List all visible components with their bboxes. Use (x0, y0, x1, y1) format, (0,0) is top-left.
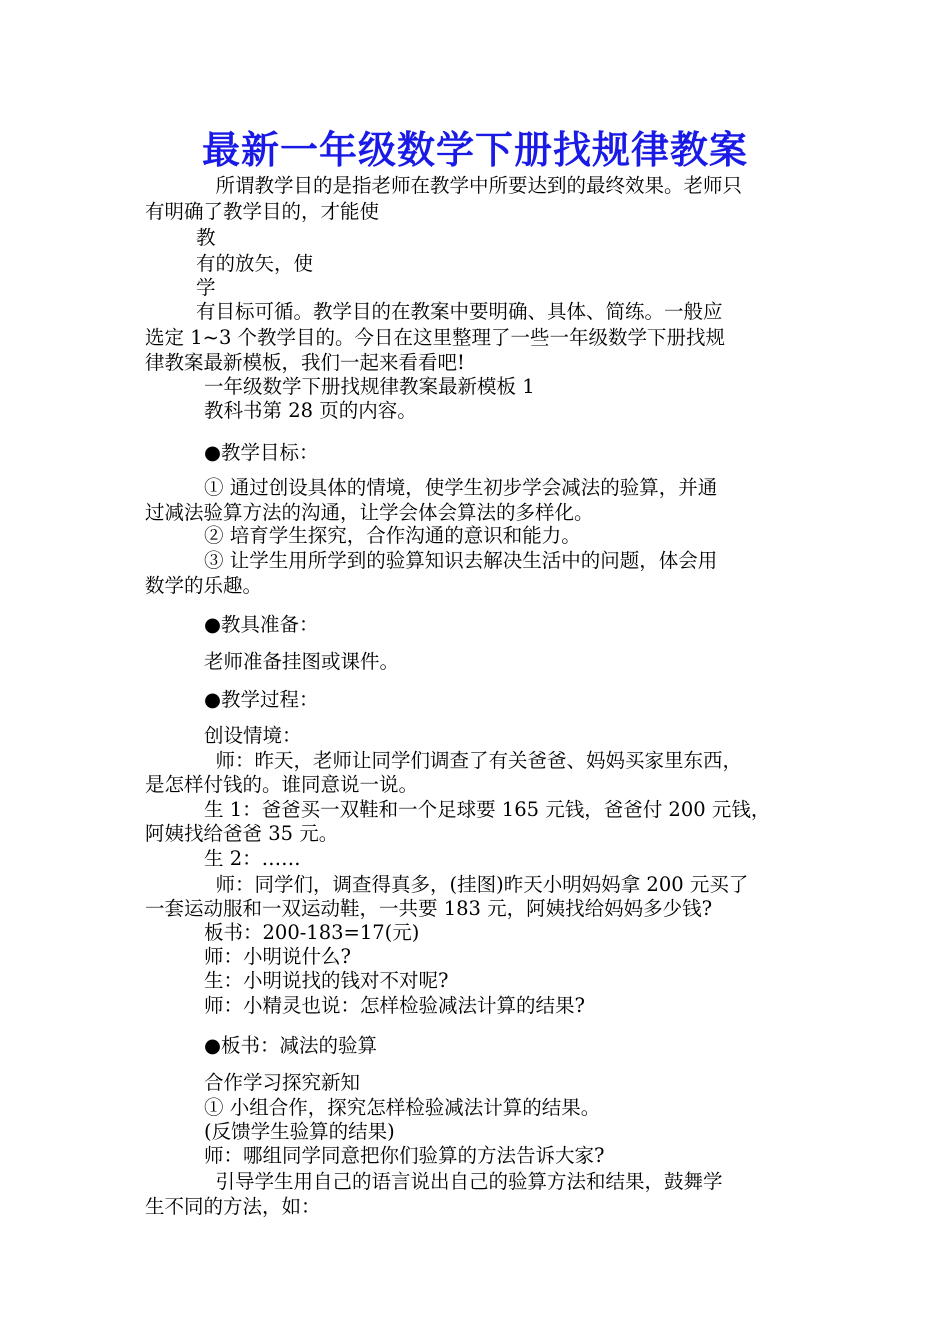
paragraph-line: 生 1：爸爸买一双鞋和一个足球要 165 元钱，爸爸付 200 元钱， (204, 798, 771, 821)
paragraph-line: ① 小组合作，探究怎样检验减法计算的结果。 (204, 1096, 601, 1119)
paragraph-line: 有目标可循。教学目的在教案中要明确、具体、简练。一般应 (196, 300, 723, 323)
paragraph-line: (反馈学生验算的结果) (204, 1120, 395, 1143)
paragraph-line: 有的放矢，使 (196, 252, 314, 275)
paragraph-line: 教科书第 28 页的内容。 (204, 399, 417, 422)
paragraph-line: 师：小明说什么? (204, 945, 351, 968)
paragraph-line: 生 2：…… (204, 847, 301, 870)
paragraph-line: ●教学过程： (204, 688, 319, 711)
paragraph-line: 教 (196, 226, 216, 249)
paragraph-line: 一年级数学下册找规律教案最新模板 1 (204, 375, 535, 398)
paragraph-line: 律教案最新模板，我们一起来看看吧! (145, 351, 465, 374)
paragraph-line: 是怎样付钱的。谁同意说一说。 (145, 773, 419, 796)
paragraph-line: ●教具准备： (204, 613, 319, 636)
paragraph-line: 合作学习探究新知 (204, 1071, 361, 1094)
document-title: 最新一年级数学下册找规律教案 (201, 128, 748, 172)
paragraph-line: 师：小精灵也说：怎样检验减法计算的结果? (204, 994, 585, 1017)
paragraph-line: ●教学目标： (204, 441, 319, 464)
paragraph-line: ② 培育学生探究，合作沟通的意识和能力。 (204, 524, 581, 547)
paragraph-line: 创设情境： (204, 724, 302, 747)
paragraph-line: 生：小明说找的钱对不对呢? (204, 969, 449, 992)
paragraph-line: 引导学生用自己的语言说出自己的验算方法和结果，鼓舞学 (196, 1170, 723, 1193)
paragraph-line: 学 (196, 276, 216, 299)
paragraph-line: ① 通过创设具体的情境，使学生初步学会减法的验算，并通 (204, 476, 718, 499)
paragraph-line: 老师准备挂图或课件。 (204, 650, 400, 673)
paragraph-line: ●板书：减法的验算 (204, 1034, 378, 1057)
paragraph-line: 所谓教学目的是指老师在教学中所要达到的最终效果。老师只 (196, 174, 743, 197)
paragraph-line: 板书：200-183=17(元) (204, 921, 420, 944)
paragraph-line: 阿姨找给爸爸 35 元。 (145, 822, 339, 845)
paragraph-line: 师：同学们，调查得真多，(挂图)昨天小明妈妈拿 200 元买了 (196, 873, 749, 896)
paragraph-line: 有明确了教学目的，才能使 (145, 200, 380, 223)
paragraph-line: 生不同的方法，如： (145, 1195, 321, 1218)
paragraph-line: 选定 1~3 个教学目的。今日在这里整理了一些一年级数学下册找规 (145, 326, 726, 349)
paragraph-line: 一套运动服和一双运动鞋，一共要 183 元，阿姨找给妈妈多少钱? (145, 897, 713, 920)
paragraph-line: 师：昨天，老师让同学们调查了有关爸爸、妈妈买家里东西， (196, 749, 743, 772)
paragraph-line: 数学的乐趣。 (145, 574, 263, 597)
paragraph-line: 过减法验算方法的沟通，让学会体会算法的多样化。 (145, 501, 594, 524)
paragraph-line: 师：哪组同学同意把你们验算的方法告诉大家? (204, 1144, 605, 1167)
paragraph-line: ③ 让学生用所学到的验算知识去解决生活中的问题，体会用 (204, 549, 718, 572)
